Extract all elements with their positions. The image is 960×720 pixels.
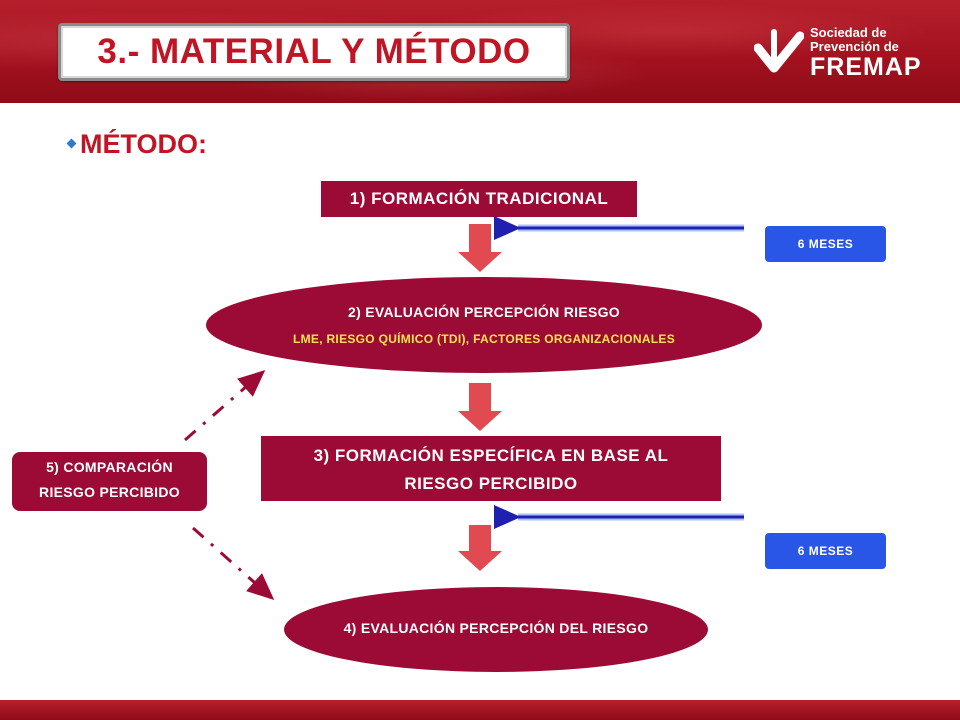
logo-line-2: Prevención de: [810, 39, 899, 54]
interval-badge-2: 6 MESES: [765, 533, 886, 569]
footer-band: [0, 700, 960, 720]
step-3-box: [261, 436, 721, 501]
dashed-arrow-up: [185, 372, 263, 440]
step-2-subtitle: LME, RIESGO QUÍMICO (TDI), FACTORES ORGANIZACIONALES: [292, 332, 676, 346]
down-arrow-2: [458, 383, 502, 431]
slide-title-box: [58, 23, 570, 81]
step-5-line-2: RIESGO PERCIBIDO: [39, 484, 180, 500]
step-4-ellipse: [284, 587, 708, 672]
interval-badge-1: 6 MESES: [765, 226, 886, 262]
slide-title: 3.- MATERIAL Y MÉTODO: [97, 32, 531, 71]
step-5-line-1: 5) COMPARACIÓN: [46, 459, 173, 475]
step-2-ellipse: [206, 277, 762, 373]
step-3-line-1: 3) FORMACIÓN ESPECÍFICA EN BASE AL: [313, 446, 669, 465]
down-arrow-1: [458, 224, 502, 272]
step-5-box: [12, 452, 207, 511]
fremap-logo: [754, 24, 944, 84]
logo-name: FREMAP: [810, 53, 922, 81]
step-2-title: 2) EVALUACIÓN PERCEPCIÓN RIESGO: [348, 304, 620, 320]
section-title: MÉTODO:: [80, 129, 207, 159]
step-1-box: 1) FORMACIÓN TRADICIONAL: [321, 181, 637, 217]
dashed-arrow-down: [193, 528, 272, 598]
step-4-title: 4) EVALUACIÓN PERCEPCIÓN DEL RIESGO: [343, 620, 649, 636]
down-arrow-3: [458, 525, 502, 571]
logo-line-1: Sociedad de: [810, 25, 887, 40]
step-3-line-2: RIESGO PERCIBIDO: [404, 474, 578, 493]
fremap-check-icon: [754, 28, 804, 78]
diamond-bullet-icon: [67, 139, 77, 149]
